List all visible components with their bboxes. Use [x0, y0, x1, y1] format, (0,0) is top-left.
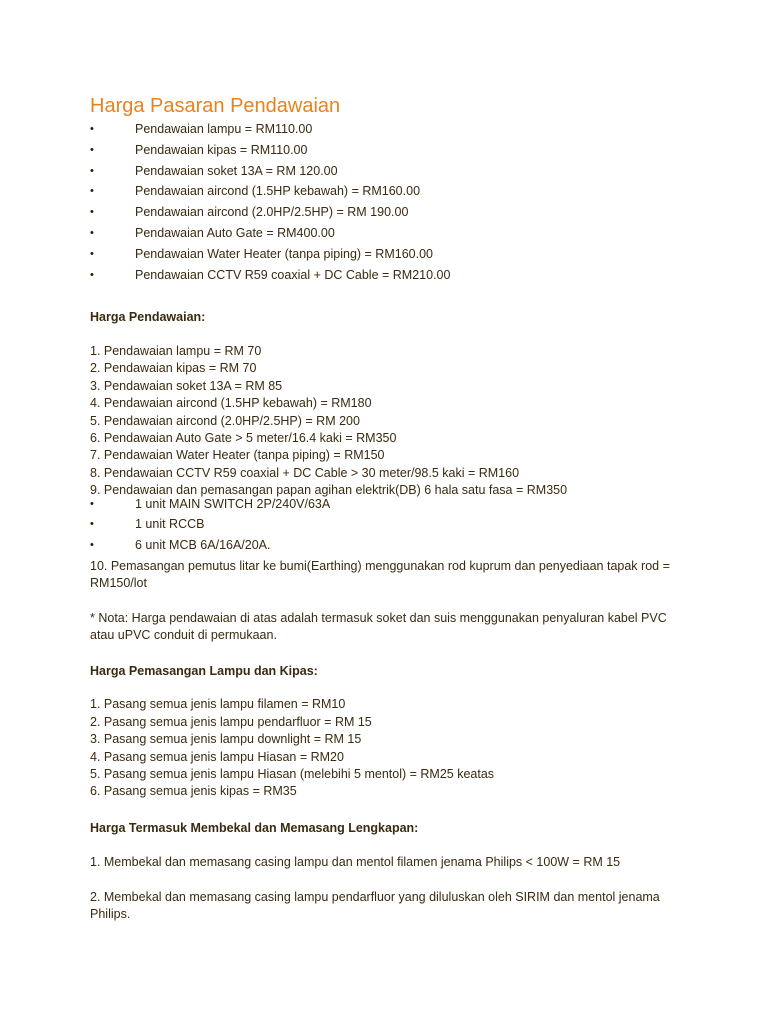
db-components-list	[90, 494, 690, 556]
market-price-list	[90, 119, 690, 285]
section-heading-pemasangan: Harga Pemasangan Lampu dan Kipas:	[90, 663, 318, 678]
bullet-icon: •	[90, 226, 94, 239]
list-item: • 1 unit MAIN SWITCH 2P/240V/63A	[90, 494, 690, 515]
note-paragraph: * Nota: Harga pendawaian di atas adalah termasuk soket dan suis menggunakan penyaluran kabel PVC atau uPVC conduit di permukaan.	[90, 610, 667, 643]
list-item: • 1 unit RCCB	[90, 514, 690, 535]
list-item: 6. Pendawaian Auto Gate > 5 meter/16.4 kaki = RM350	[90, 430, 397, 445]
bullet-icon: •	[90, 518, 94, 531]
bullet-icon: •	[90, 164, 94, 177]
section-heading-harga-pendawaian: Harga Pendawaian:	[90, 310, 206, 325]
list-item: 8. Pendawaian CCTV R59 coaxial + DC Cable > 30 meter/98.5 kaki = RM160	[90, 465, 520, 480]
list-item: 1. Pendawaian lampu = RM 70	[90, 343, 262, 358]
list-item: 7. Pendawaian Water Heater (tanpa piping) = RM150	[90, 448, 385, 463]
list-item: • Pendawaian Auto Gate = RM400.00	[90, 223, 690, 244]
bullet-icon: •	[90, 247, 94, 260]
list-item: 2. Pendawaian kipas = RM 70	[90, 361, 257, 376]
document-page	[90, 93, 690, 924]
list-item: • Pendawaian CCTV R59 coaxial + DC Cable = RM210.00	[90, 265, 690, 286]
bullet-icon: •	[90, 185, 94, 198]
list-item: 3. Pasang semua jenis lampu downlight = RM 15	[90, 732, 362, 747]
list-item: 3. Pendawaian soket 13A = RM 85	[90, 378, 283, 393]
section-heading-membekal: Harga Termasuk Membekal dan Memasang Lengkapan:	[90, 820, 419, 835]
list-item: • Pendawaian soket 13A = RM 120.00	[90, 161, 690, 182]
list-item: 4. Pasang semua jenis lampu Hiasan = RM20	[90, 749, 344, 764]
list-item: • 6 unit MCB 6A/16A/20A.	[90, 535, 690, 556]
bullet-icon: •	[90, 143, 94, 156]
bullet-icon: •	[90, 268, 94, 281]
earthing-item: 10. Pemasangan pemutus litar ke bumi(Earthing) menggunakan rod kuprum dan penyediaan tapak rod = RM150/lot	[90, 558, 670, 591]
list-item: 9. Pendawaian dan pemasangan papan agihan elektrik(DB) 6 hala satu fasa = RM350	[90, 483, 568, 498]
installation-price-list	[90, 696, 690, 800]
list-item: 5. Pasang semua jenis lampu Hiasan (melebihi 5 mentol) = RM25 keatas	[90, 767, 495, 782]
list-item: • Pendawaian lampu = RM110.00	[90, 119, 690, 140]
bullet-icon: •	[90, 206, 94, 219]
list-item: 2. Pasang semua jenis lampu pendarfluor = RM 15	[90, 714, 372, 729]
list-item: 1. Pasang semua jenis lampu filamen = RM10	[90, 697, 346, 712]
page-title: Harga Pasaran Pendawaian	[90, 95, 341, 117]
supply-item-2: 2. Membekal dan memasang casing lampu pendarfluor yang diluluskan oleh SIRIM dan mentol jenama Philips.	[90, 889, 660, 922]
list-item: 5. Pendawaian aircond (2.0HP/2.5HP) = RM 200	[90, 413, 360, 428]
list-item: 6. Pasang semua jenis kipas = RM35	[90, 784, 297, 799]
list-item: • Pendawaian Water Heater (tanpa piping) = RM160.00	[90, 244, 690, 265]
bullet-icon: •	[90, 497, 94, 510]
bullet-icon: •	[90, 123, 94, 135]
bullet-icon: •	[90, 539, 94, 552]
list-item: 4. Pendawaian aircond (1.5HP kebawah) = RM180	[90, 396, 372, 411]
wiring-price-list	[90, 343, 690, 500]
list-item: • Pendawaian aircond (2.0HP/2.5HP) = RM 190.00	[90, 202, 690, 223]
list-item: • Pendawaian kipas = RM110.00	[90, 140, 690, 161]
list-item: • Pendawaian aircond (1.5HP kebawah) = RM160.00	[90, 181, 690, 202]
supply-item-1: 1. Membekal dan memasang casing lampu dan mentol filamen jenama Philips < 100W = RM 15	[90, 855, 621, 870]
